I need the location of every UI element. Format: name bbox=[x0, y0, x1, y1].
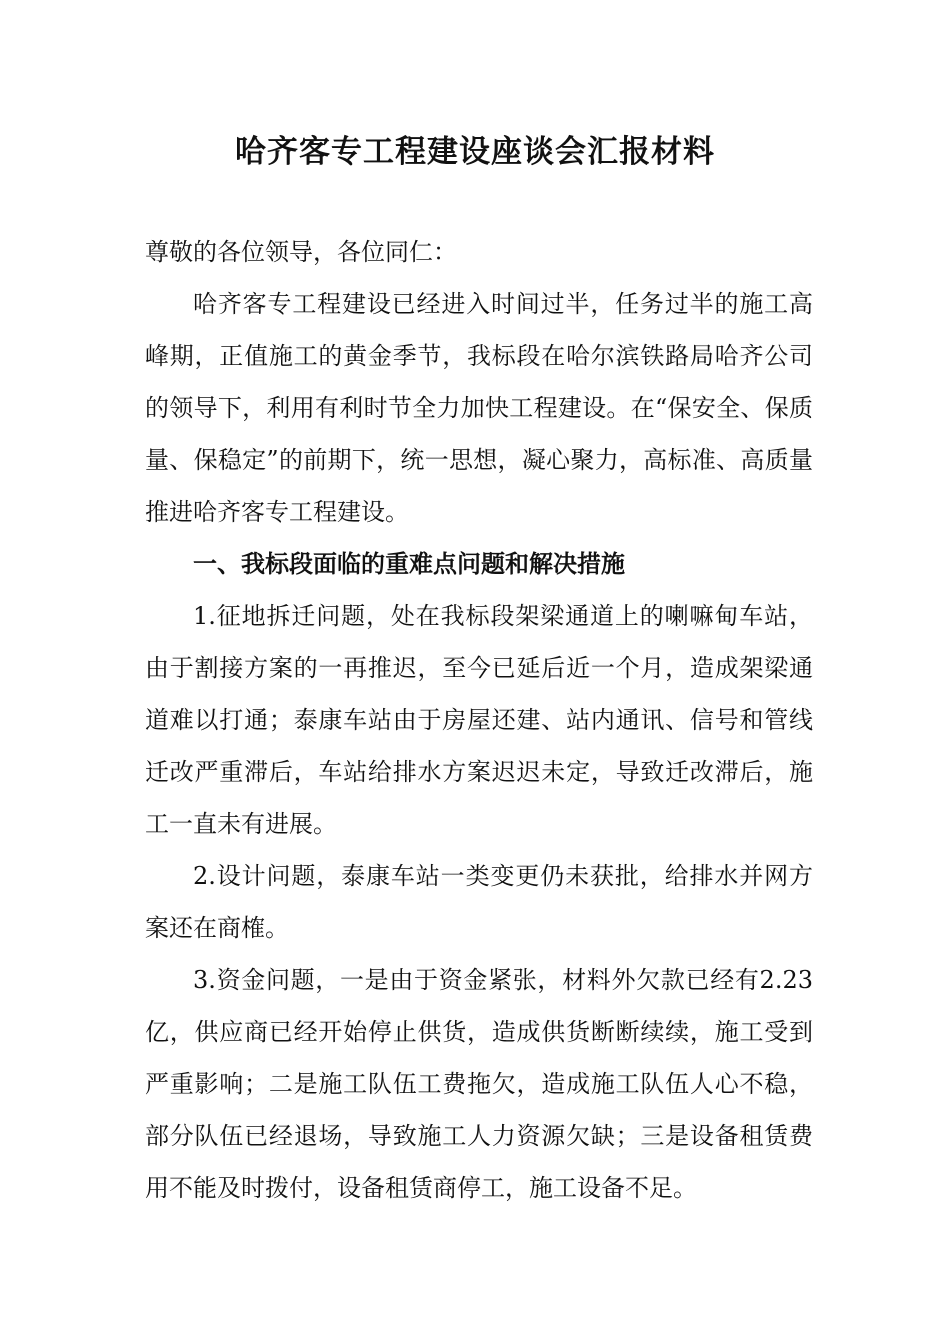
document-body bbox=[145, 226, 813, 1214]
list-item: 2.设计问题，泰康车站一类变更仍未获批，给排水并网方案还在商榷。 bbox=[145, 862, 813, 942]
section-heading: 一、我标段面临的重难点问题和解决措施 bbox=[193, 549, 625, 578]
document-title: 哈齐客专工程建设座谈会汇报材料 bbox=[235, 134, 715, 170]
intro-paragraph: 哈齐客专工程建设已经进入时间过半，任务过半的施工高峰期，正值施工的黄金季节，我标段在哈尔滨铁路局哈齐公司的领导下，利用有利时节全力加快工程建设。在“保安全、保质量、保稳定”的前期下，统一思想，凝心聚力，高标准、高质量推进哈齐客专工程建设。 bbox=[145, 290, 813, 526]
list-item: 3.资金问题，一是由于资金紧张，材料外欠款已经有2.23亿，供应商已经开始停止供货，造成供货断断续续，施工受到严重影响；二是施工队伍工费拖欠，造成施工队伍人心不稳，部分队伍已经退场，导致施工人力资源欠缺；三是设备租赁费用不能及时拨付，设备租赁商停工，施工设备不足。 bbox=[145, 966, 813, 1202]
list-item: 1.征地拆迁问题，处在我标段架梁通道上的喇嘛甸车站，由于割接方案的一再推迟，至今已延后近一个月，造成架梁通道难以打通；泰康车站由于房屋还建、站内通讯、信号和管线迁改严重滞后，车站给排水方案迟迟未定，导致迁改滞后，施工一直未有进展。 bbox=[145, 602, 813, 838]
salutation: 尊敬的各位领导，各位同仁： bbox=[145, 238, 457, 266]
